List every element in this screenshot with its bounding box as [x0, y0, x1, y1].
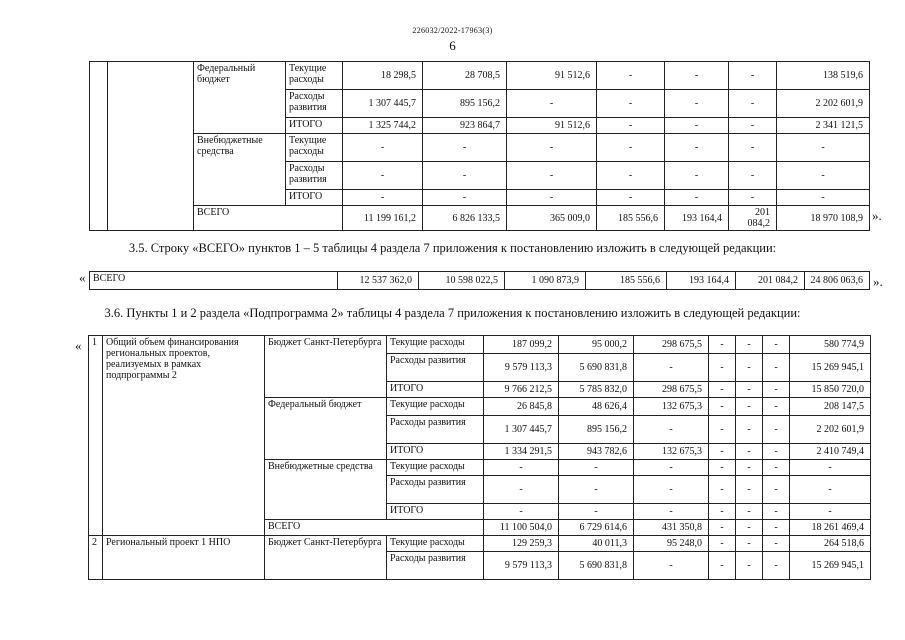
value-cell: -: [736, 382, 763, 398]
value-cell: 201 084,2: [729, 206, 777, 231]
value-cell: 1 090 873,9: [505, 272, 586, 290]
value-cell: 5 690 831,8: [559, 354, 634, 382]
value-cell: 193 164,4: [667, 272, 736, 290]
value-cell: -: [763, 504, 790, 520]
value-cell: -: [736, 416, 763, 444]
value-cell: -: [665, 118, 729, 134]
value-cell: -: [736, 398, 763, 416]
value-cell: 10 598 022,5: [419, 272, 505, 290]
value-cell: -: [736, 354, 763, 382]
value-cell: 6 826 133,5: [423, 206, 507, 231]
value-cell: 40 011,3: [559, 536, 634, 552]
type-cell: ИТОГО: [286, 190, 343, 206]
value-cell: -: [484, 460, 559, 476]
value-cell: 26 845,8: [484, 398, 559, 416]
value-cell: -: [423, 162, 507, 190]
value-cell: -: [597, 62, 665, 90]
value-cell: 5 785 832,0: [559, 382, 634, 398]
source-cell: Внебюджетные средства: [194, 134, 286, 206]
value-cell: 1 307 445,7: [343, 90, 423, 118]
value-cell: -: [709, 504, 736, 520]
value-cell: -: [763, 398, 790, 416]
total-row: [90, 272, 870, 290]
value-cell: -: [597, 90, 665, 118]
value-cell: 91 512,6: [507, 118, 597, 134]
value-cell: -: [634, 416, 709, 444]
total-row-table: [89, 271, 870, 290]
value-cell: 201 084,2: [736, 272, 805, 290]
value-cell: -: [763, 476, 790, 504]
value-cell: -: [634, 460, 709, 476]
value-cell: -: [665, 134, 729, 162]
value-cell: -: [634, 476, 709, 504]
value-cell: 187 099,2: [484, 336, 559, 354]
source-cell: Внебюджетные средства: [265, 460, 387, 520]
value-cell: -: [507, 162, 597, 190]
table-row: [90, 206, 870, 231]
value-cell: 185 556,6: [586, 272, 667, 290]
value-cell: -: [736, 536, 763, 552]
value-cell: -: [709, 476, 736, 504]
value-cell: -: [709, 444, 736, 460]
type-cell: Текущие расходы: [387, 460, 484, 476]
total-label: ВСЕГО: [90, 272, 338, 290]
type-cell: Расходы развития: [387, 416, 484, 444]
value-cell: -: [559, 460, 634, 476]
value-cell: -: [729, 162, 777, 190]
value-cell: -: [709, 536, 736, 552]
paragraph-3-5: 3.5. Строку «ВСЕГО» пунктов 1 – 5 таблицы 4 раздела 7 приложения к постановлению изложить в следующей редакции:: [128, 241, 777, 255]
value-cell: 12 537 362,0: [338, 272, 419, 290]
value-cell: -: [484, 504, 559, 520]
value-cell: -: [507, 134, 597, 162]
value-cell: -: [736, 444, 763, 460]
type-cell: ИТОГО: [387, 444, 484, 460]
value-cell: 298 675,5: [634, 382, 709, 398]
value-cell: 6 729 614,6: [559, 520, 634, 536]
type-cell: Текущие расходы: [387, 536, 484, 552]
value-cell: 9 579 113,3: [484, 552, 559, 580]
blank-cell: [108, 62, 194, 231]
value-cell: -: [559, 476, 634, 504]
type-cell: Текущие расходы: [286, 134, 343, 162]
table-row: [89, 336, 871, 354]
item-number: 2: [89, 536, 103, 580]
paragraph-3-6: 3.6. Пункты 1 и 2 раздела «Подпрограмма 2» таблицы 4 раздела 7 приложения к постановлению изложить в следующей редакции:: [104, 306, 801, 320]
value-cell: -: [709, 520, 736, 536]
source-cell: Федеральный бюджет: [265, 398, 387, 460]
value-cell: -: [736, 520, 763, 536]
type-cell: ИТОГО: [387, 382, 484, 398]
value-cell: -: [343, 134, 423, 162]
value-cell: 138 519,6: [777, 62, 870, 90]
value-cell: 9 766 212,5: [484, 382, 559, 398]
value-cell: -: [736, 504, 763, 520]
value-cell: -: [665, 162, 729, 190]
close-quote: ».: [873, 274, 883, 289]
value-cell: -: [763, 416, 790, 444]
type-cell: Текущие расходы: [286, 62, 343, 90]
value-cell: 923 864,7: [423, 118, 507, 134]
value-cell: 18 298,5: [343, 62, 423, 90]
subprogram-2-table: [88, 335, 871, 580]
value-cell: 1 334 291,5: [484, 444, 559, 460]
value-cell: -: [729, 190, 777, 206]
budget-table-continuation: [89, 61, 870, 231]
value-cell: 580 774,9: [790, 336, 871, 354]
value-cell: 48 626,4: [559, 398, 634, 416]
total-label: ВСЕГО: [194, 206, 343, 231]
value-cell: 264 518,6: [790, 536, 871, 552]
close-quote: ».: [872, 208, 882, 223]
value-cell: 2 410 749,4: [790, 444, 871, 460]
value-cell: -: [729, 134, 777, 162]
value-cell: -: [597, 190, 665, 206]
value-cell: 208 147,5: [790, 398, 871, 416]
value-cell: -: [763, 382, 790, 398]
value-cell: -: [559, 504, 634, 520]
open-quote: «: [79, 270, 86, 285]
source-cell: Федеральный бюджет: [194, 62, 286, 134]
value-cell: 895 156,2: [423, 90, 507, 118]
value-cell: 431 350,8: [634, 520, 709, 536]
source-cell: Бюджет Санкт-Петербурга: [265, 536, 387, 580]
value-cell: 132 675,3: [634, 398, 709, 416]
type-cell: Текущие расходы: [387, 336, 484, 354]
type-cell: Расходы развития: [387, 476, 484, 504]
value-cell: -: [507, 90, 597, 118]
value-cell: -: [777, 134, 870, 162]
value-cell: 91 512,6: [507, 62, 597, 90]
value-cell: -: [729, 90, 777, 118]
value-cell: -: [709, 460, 736, 476]
value-cell: -: [709, 416, 736, 444]
value-cell: 185 556,6: [597, 206, 665, 231]
value-cell: -: [665, 90, 729, 118]
item-number: 1: [89, 336, 103, 536]
value-cell: -: [484, 476, 559, 504]
value-cell: 2 202 601,9: [790, 416, 871, 444]
value-cell: -: [709, 552, 736, 580]
value-cell: -: [665, 190, 729, 206]
value-cell: 28 708,5: [423, 62, 507, 90]
value-cell: 2 341 121,5: [777, 118, 870, 134]
type-cell: ИТОГО: [387, 504, 484, 520]
type-cell: Расходы развития: [387, 552, 484, 580]
value-cell: 365 009,0: [507, 206, 597, 231]
value-cell: 2 202 601,9: [777, 90, 870, 118]
value-cell: 18 261 469,4: [790, 520, 871, 536]
value-cell: -: [736, 336, 763, 354]
value-cell: -: [763, 336, 790, 354]
value-cell: -: [763, 520, 790, 536]
value-cell: -: [790, 504, 871, 520]
source-cell: Бюджет Санкт-Петербурга: [265, 336, 387, 398]
table-row: [90, 62, 870, 90]
value-cell: -: [736, 460, 763, 476]
value-cell: -: [736, 552, 763, 580]
value-cell: -: [790, 476, 871, 504]
value-cell: -: [634, 504, 709, 520]
value-cell: 95 248,0: [634, 536, 709, 552]
value-cell: 5 690 831,8: [559, 552, 634, 580]
table-row: [89, 536, 871, 552]
value-cell: -: [763, 460, 790, 476]
value-cell: -: [709, 336, 736, 354]
value-cell: 15 269 945,1: [790, 552, 871, 580]
value-cell: 15 269 945,1: [790, 354, 871, 382]
value-cell: -: [423, 134, 507, 162]
value-cell: 129 259,3: [484, 536, 559, 552]
value-cell: -: [763, 354, 790, 382]
value-cell: -: [423, 190, 507, 206]
value-cell: 24 806 063,6: [805, 272, 870, 290]
value-cell: 18 970 108,9: [777, 206, 870, 231]
value-cell: 193 164,4: [665, 206, 729, 231]
item-name: Региональный проект 1 НПО: [103, 536, 265, 580]
value-cell: -: [343, 162, 423, 190]
value-cell: 95 000,2: [559, 336, 634, 354]
type-cell: Текущие расходы: [387, 398, 484, 416]
value-cell: 298 675,5: [634, 336, 709, 354]
value-cell: -: [507, 190, 597, 206]
type-cell: Расходы развития: [286, 90, 343, 118]
total-label: ВСЕГО: [265, 520, 484, 536]
value-cell: -: [777, 162, 870, 190]
value-cell: -: [777, 190, 870, 206]
value-cell: -: [343, 190, 423, 206]
type-cell: Расходы развития: [286, 162, 343, 190]
value-cell: -: [729, 118, 777, 134]
value-cell: 132 675,3: [634, 444, 709, 460]
value-cell: -: [709, 382, 736, 398]
value-cell: -: [729, 62, 777, 90]
value-cell: 1 307 445,7: [484, 416, 559, 444]
value-cell: -: [763, 444, 790, 460]
value-cell: -: [790, 460, 871, 476]
table-row: [90, 134, 870, 162]
value-cell: 11 199 161,2: [343, 206, 423, 231]
blank-cell: [90, 62, 108, 231]
value-cell: -: [597, 134, 665, 162]
value-cell: 9 579 113,3: [484, 354, 559, 382]
value-cell: 943 782,6: [559, 444, 634, 460]
value-cell: 895 156,2: [559, 416, 634, 444]
value-cell: -: [634, 354, 709, 382]
value-cell: 11 100 504,0: [484, 520, 559, 536]
item-name: Общий объем финансирования региональных проектов, реализуемых в рамках подпрограммы 2: [103, 336, 265, 536]
value-cell: -: [763, 536, 790, 552]
value-cell: -: [709, 398, 736, 416]
open-quote: «: [75, 338, 82, 353]
table1-body: [90, 62, 870, 231]
value-cell: -: [763, 552, 790, 580]
value-cell: -: [597, 162, 665, 190]
value-cell: 1 325 744,2: [343, 118, 423, 134]
table3-body: [89, 336, 871, 580]
value-cell: 15 850 720,0: [790, 382, 871, 398]
value-cell: -: [597, 118, 665, 134]
type-cell: ИТОГО: [286, 118, 343, 134]
value-cell: -: [634, 552, 709, 580]
value-cell: -: [665, 62, 729, 90]
page-number: 6: [449, 38, 456, 53]
value-cell: -: [709, 354, 736, 382]
document-number: 226032/2022-17963(3): [412, 26, 493, 35]
type-cell: Расходы развития: [387, 354, 484, 382]
value-cell: -: [736, 476, 763, 504]
